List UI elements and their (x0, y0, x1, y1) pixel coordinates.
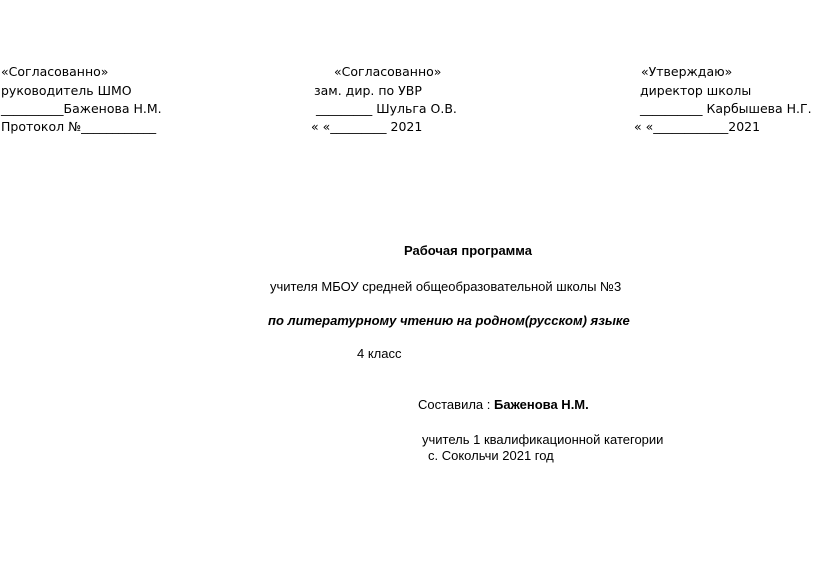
middle-approval-date: « «_________ 2021 (311, 119, 423, 134)
composed-by (418, 397, 589, 412)
left-approval-position: руководитель ШМО (1, 83, 132, 98)
teacher-line: учителя МБОУ средней общеобразовательной школы №3 (270, 279, 622, 294)
grade-line: 4 класс (357, 346, 402, 361)
middle-approval-position: зам. дир. по УВР (314, 83, 422, 98)
left-approval-title: «Согласованно» (1, 64, 109, 79)
subject-line: по литературному чтению на родном(русском) языке (268, 313, 630, 328)
program-title: Рабочая программа (404, 243, 532, 258)
composed-label: Составила : (418, 397, 491, 412)
middle-approval-signature: _________ Шульга О.В. (316, 101, 457, 116)
right-approval-date: « «____________2021 (634, 119, 761, 134)
right-approval-title: «Утверждаю» (641, 64, 733, 79)
place-year-line: с. Сокольчи 2021 год (428, 448, 554, 463)
composed-name: Баженова Н.М. (494, 397, 589, 412)
right-approval-signature: __________ Карбышева Н.Г. (640, 101, 812, 116)
middle-approval-title: «Согласованно» (334, 64, 442, 79)
right-approval-position: директор школы (640, 83, 752, 98)
qualification-line: учитель 1 квалификационной категории (422, 432, 664, 447)
left-approval-signature: __________Баженова Н.М. (1, 101, 162, 116)
left-approval-protocol: Протокол №____________ (1, 119, 157, 134)
